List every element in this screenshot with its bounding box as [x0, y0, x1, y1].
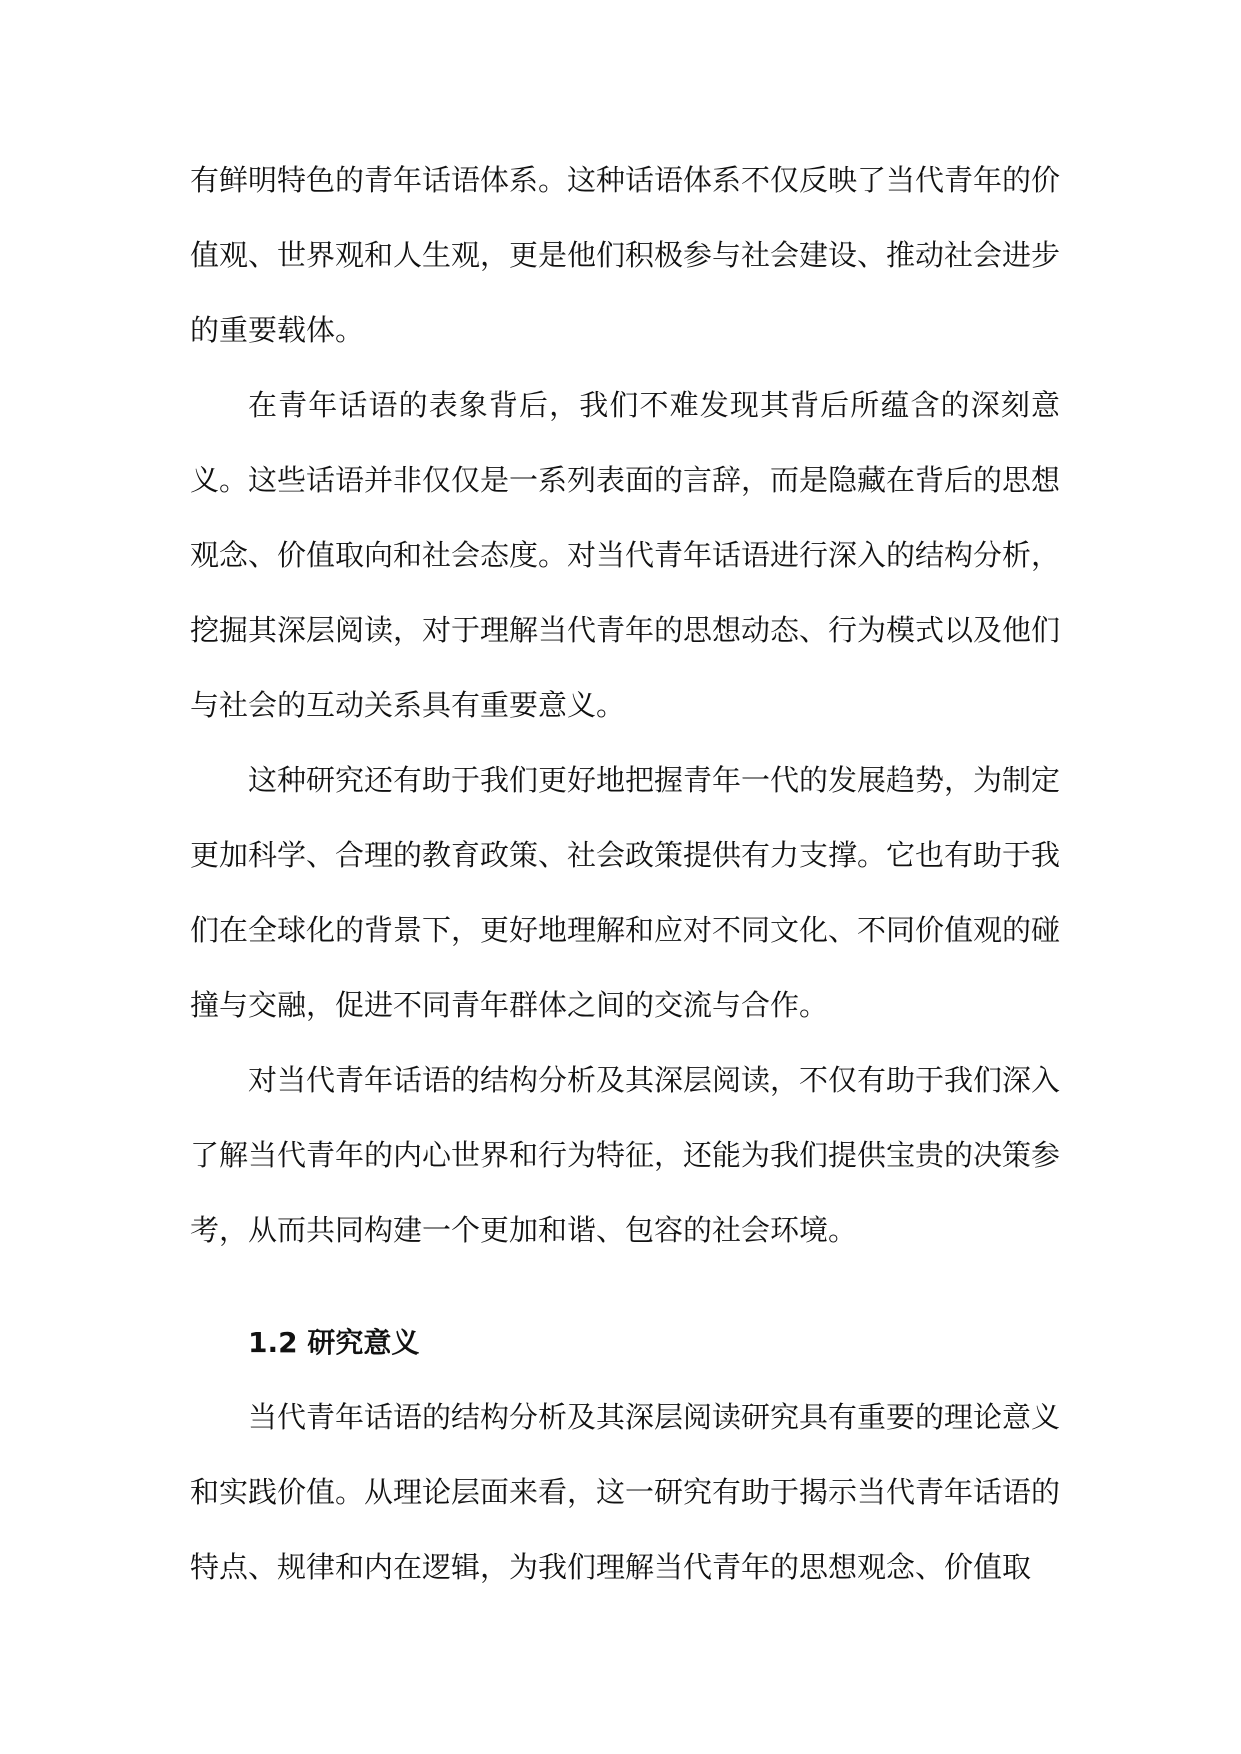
- paragraph: 对当代青年话语的结构分析及其深层阅读，不仅有助于我们深入了解当代青年的内心世界和行为特征，还能为我们提供宝贵的决策参考，从而共同构建一个更加和谐、包容的社会环境。: [190, 1063, 1061, 1247]
- paragraph-continued: 有鲜明特色的青年话语体系。这种话语体系不仅反映了当代青年的价值观、世界观和人生观，更是他们积极参与社会建设、推动社会进步的重要载体。: [190, 163, 1061, 347]
- paragraph: 当代青年话语的结构分析及其深层阅读研究具有重要的理论意义和实践价值。从理论层面来看，这一研究有助于揭示当代青年话语的特点、规律和内在逻辑，为我们理解当代青年的思想观念、价值取: [190, 1400, 1061, 1584]
- document-body: [190, 143, 1060, 1605]
- section-heading: 1.2 研究意义: [248, 1326, 420, 1359]
- paragraph: 这种研究还有助于我们更好地把握青年一代的发展趋势，为制定更加科学、合理的教育政策、社会政策提供有力支撑。它也有助于我们在全球化的背景下，更好地理解和应对不同文化、不同价值观的碰撞与交融，促进不同青年群体之间的交流与合作。: [190, 763, 1061, 1022]
- paragraph: 在青年话语的表象背后，我们不难发现其背后所蕴含的深刻意义。这些话语并非仅仅是一系列表面的言辞，而是隐藏在背后的思想观念、价值取向和社会态度。对当代青年话语进行深入的结构分析，挖掘其深层阅读，对于理解当代青年的思想动态、行为模式以及他们与社会的互动关系具有重要意义。: [190, 388, 1061, 722]
